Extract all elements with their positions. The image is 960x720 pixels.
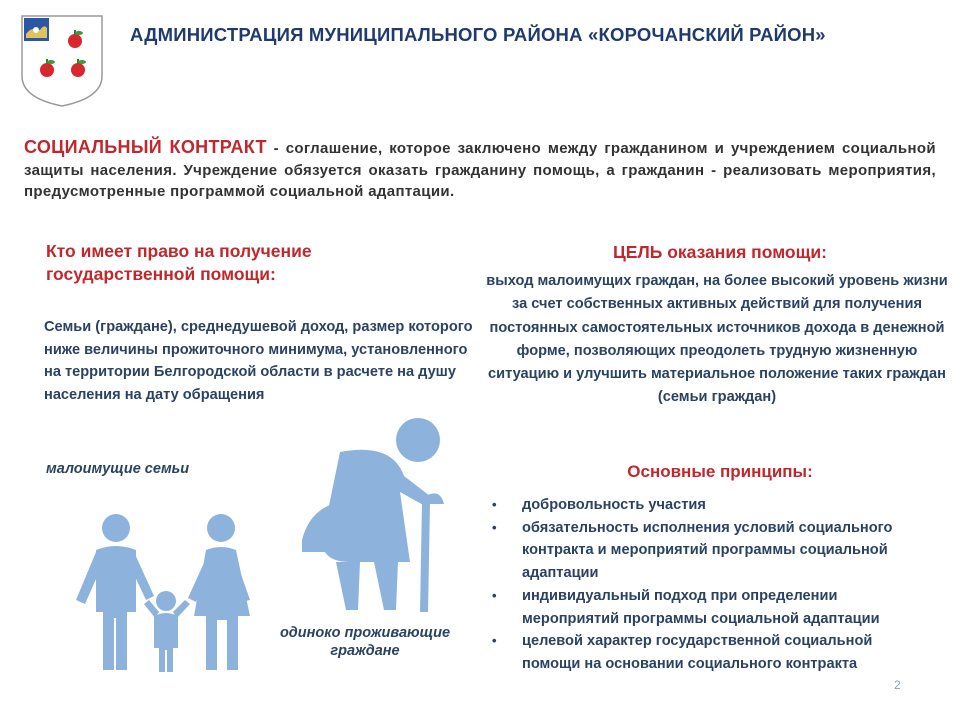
page-title: АДМИНИСТРАЦИЯ МУНИЦИПАЛЬНОГО РАЙОНА «КОРОЧАНСКИЙ РАЙОН» <box>130 24 826 45</box>
goal-heading-rest: оказания помощи: <box>662 242 827 262</box>
family-icon <box>76 514 250 672</box>
goal-heading <box>510 242 930 263</box>
lonely-citizens-caption: одиноко проживающие граждане <box>279 625 451 659</box>
list-item <box>492 517 932 585</box>
principles-list <box>492 494 932 676</box>
list-item <box>492 494 932 517</box>
goal-heading-accent: ЦЕЛЬ <box>613 242 663 262</box>
list-item-text: обязательность исполнения условий социального контракта и мероприятий программы социальной адаптации <box>522 519 893 582</box>
families-caption: малоимущие семьи <box>46 461 190 477</box>
bullet-icon: • <box>492 497 497 512</box>
coat-of-arms-logo <box>20 14 104 108</box>
principles-heading: Основные принципы: <box>627 462 813 481</box>
list-item <box>492 630 932 675</box>
list-item-text: добровольность участия <box>522 497 706 513</box>
list-item-text: индивидуальный подход при определении мероприятий программы социальной адаптации <box>522 587 880 627</box>
eligibility-heading: Кто имеет право на получение государственной помощи: <box>46 241 312 284</box>
elderly-person-icon <box>302 418 444 612</box>
family-illustration <box>36 500 254 675</box>
definition-paragraph <box>24 137 936 203</box>
bullet-icon: • <box>492 587 497 603</box>
goal-text: выход малоимущих граждан, на более высокий уровень жизни за счет собственных активных действий для получения постоянных самостоятельных источников дохода в денежной форме, позволяющих преодолеть трудную жизненную ситуацию и улучшить материальное положение таких граждан (семьи граждан) <box>486 273 948 406</box>
page-number: 2 <box>894 678 901 692</box>
list-item <box>492 585 932 630</box>
bullet-icon: • <box>492 633 497 649</box>
list-item-text: целевой характер государственной социальной помощи на основании социального контракта <box>522 633 873 672</box>
elderly-illustration <box>300 412 460 612</box>
bullet-icon: • <box>492 519 497 535</box>
definition-text: - соглашение, которое заключено между гражданином и учреждением социальной защиты населения. Учреждение обязуется оказать гражданину помощь, а гражданин - реализовать мероприятия, предусмотренные программой социальной адаптации. <box>24 140 936 200</box>
definition-term: СОЦИАЛЬНЫЙ КОНТРАКТ <box>24 137 267 157</box>
eligibility-text: Семьи (граждане), среднедушевой доход, размер которого ниже величины прожиточного минимума, установленного на территории Белгородской области в расчете на душу населения на дату обращения <box>44 319 473 403</box>
